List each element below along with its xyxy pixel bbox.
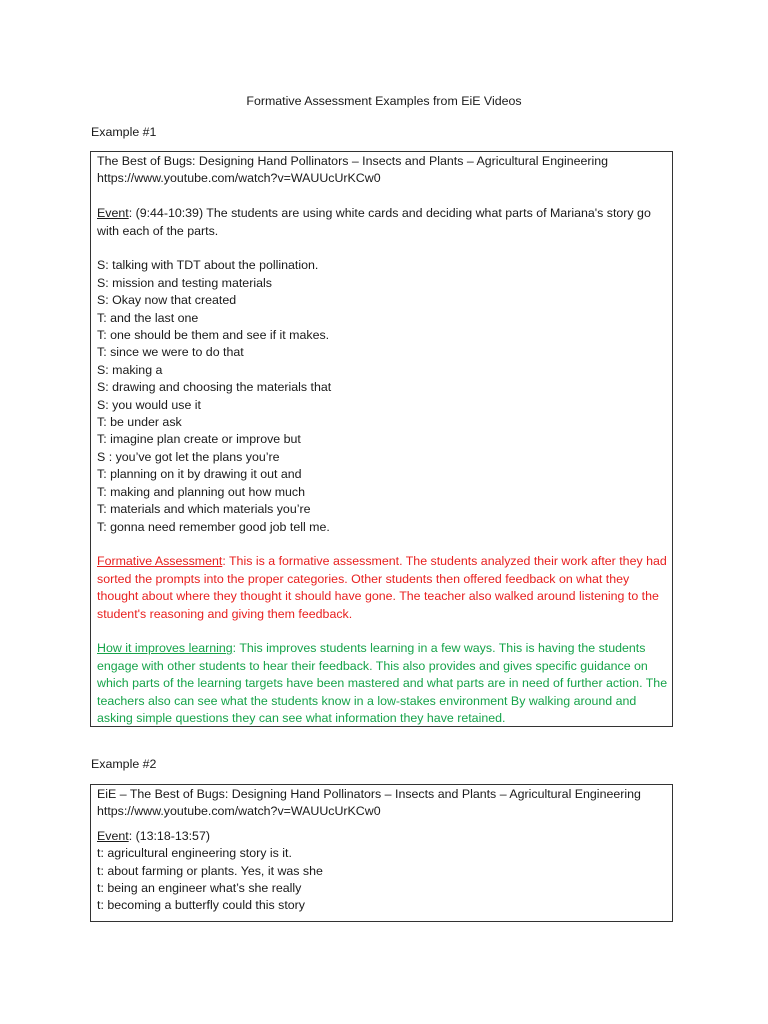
example-1-event <box>97 205 672 240</box>
page-title: Formative Assessment Examples from EiE Videos <box>246 94 522 108</box>
example-1-transcript <box>97 257 672 536</box>
event-label: Event <box>97 828 129 843</box>
example-1-url: https://www.youtube.com/watch?v=WAUUcUrKCw0 <box>97 171 381 186</box>
formative-assessment-text: : This is a formative assessment. The students analyzed their work after they had sorted the prompts into the proper categories. Other students then offered feedback on what they thought about where they thought it should have gone. The teacher also walked around listening to the student's reasoning and giving them feedback. <box>97 554 667 621</box>
event-text: : (13:18-13:57) <box>128 828 210 843</box>
example-1-video-title: The Best of Bugs: Designing Hand Pollinators – Insects and Plants – Agricultural Engineering <box>97 154 609 168</box>
transcript-line: t: becoming a butterfly could this story <box>97 898 305 913</box>
transcript-line: T: and the last one <box>97 310 199 325</box>
transcript-line: T: one should be them and see if it makes. <box>97 328 330 343</box>
transcript-line: S: mission and testing materials <box>97 275 272 290</box>
transcript-line: t: about farming or plants. Yes, it was she <box>97 863 323 878</box>
transcript-line: S: making a <box>97 362 163 377</box>
transcript-line: t: agricultural engineering story is it. <box>97 846 292 861</box>
transcript-line: T: imagine plan create or improve but <box>97 432 301 447</box>
transcript-line: t: being an engineer what’s she really <box>97 881 302 896</box>
transcript-line: T: gonna need remember good job tell me. <box>97 519 330 534</box>
event-text: : (9:44-10:39) The students are using white cards and deciding what parts of Mariana's story go with each of the parts. <box>97 206 651 238</box>
example-2-url: https://www.youtube.com/watch?v=WAUUcUrKCw0 <box>97 804 381 819</box>
transcript-line: T: be under ask <box>97 415 182 430</box>
example-2-transcript <box>97 845 672 915</box>
example-2-video-title: EiE – The Best of Bugs: Designing Hand Pollinators – Insects and Plants – Agricultural Engineering <box>97 787 641 801</box>
example-2-event <box>97 828 672 845</box>
transcript-line: S: Okay now that created <box>97 293 237 308</box>
transcript-line: S: drawing and choosing the materials that <box>97 380 332 395</box>
improves-learning-label: How it improves learning <box>97 641 233 656</box>
transcript-line: T: materials and which materials you’re <box>97 502 311 517</box>
formative-assessment-paragraph <box>97 553 672 623</box>
improves-learning-text: : This improves students learning in a few ways. This is having the students engage with other students to hear their feedback. This also provides and gives specific guidance on which parts of the learning targets have been mastered and what parts are in need of further action. The teachers also can see what the students know in a low-stakes environment By walking around and asking simple questions they can see what information they have retained. <box>97 641 668 725</box>
transcript-line: T: making and planning out how much <box>97 484 306 499</box>
transcript-line: S : you’ve got let the plans you’re <box>97 449 280 464</box>
transcript-line: S: talking with TDT about the pollination. <box>97 258 319 273</box>
example-2-label: Example #2 <box>91 757 157 771</box>
example-1-box <box>90 151 673 727</box>
transcript-line: S: you would use it <box>97 397 202 412</box>
event-label: Event <box>97 206 129 221</box>
example-2-box <box>90 784 673 922</box>
transcript-line: T: planning on it by drawing it out and <box>97 467 302 482</box>
formative-assessment-label: Formative Assessment <box>97 554 223 569</box>
transcript-line: T: since we were to do that <box>97 345 244 360</box>
example-1-label: Example #1 <box>91 125 157 139</box>
improves-learning-paragraph <box>97 640 672 727</box>
